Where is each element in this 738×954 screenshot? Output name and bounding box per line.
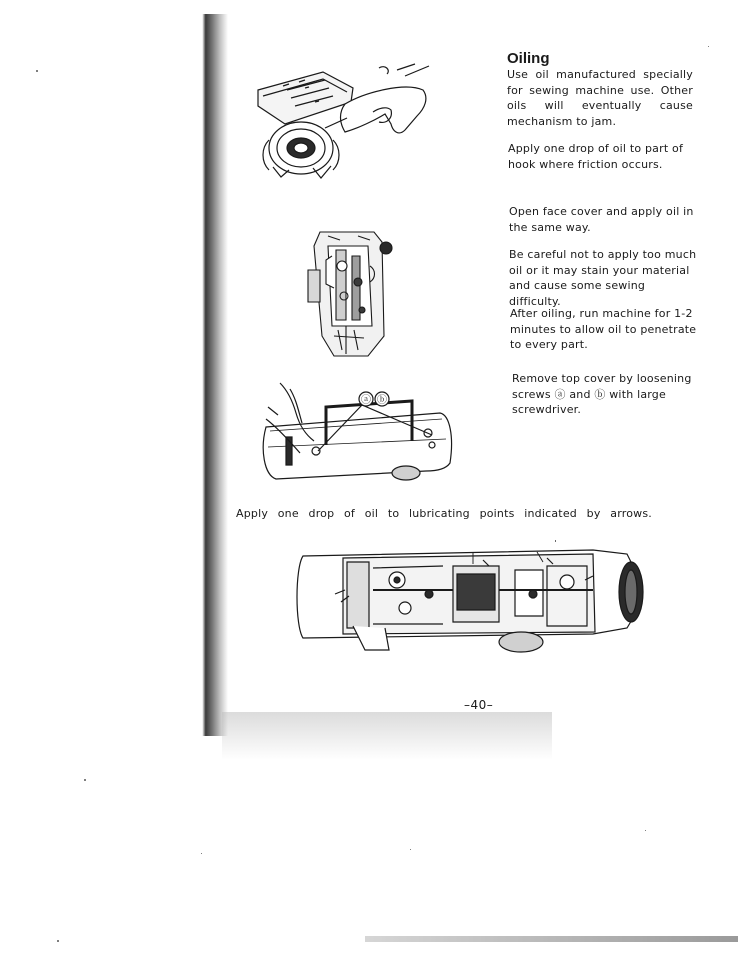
hook-oiling-illustration <box>255 62 440 184</box>
scan-speck <box>201 853 202 854</box>
scan-speck <box>410 849 411 850</box>
top-cover-illustration <box>256 379 456 485</box>
page-number: –40– <box>464 698 494 712</box>
face-cover-illustration <box>298 226 408 360</box>
scan-speck <box>708 46 709 47</box>
scan-speck <box>57 940 59 942</box>
oil-type-paragraph: Use oil manufactured specially for sewing machine use. Other oils will eventually cause mechanism to jam. <box>507 68 693 128</box>
run-machine-paragraph: After oiling, run machine for 1-2 minutes to allow oil to penetrate to every part. <box>510 307 697 351</box>
screw-a-label: ⓐ <box>361 395 371 406</box>
scan-speck <box>84 779 86 781</box>
scan-shadow <box>222 712 552 760</box>
lubricating-paragraph: Apply one drop of oil to lubricating points indicated by arrows. <box>236 507 652 520</box>
scan-speck <box>36 70 38 72</box>
scan-edge <box>365 936 738 942</box>
scan-speck <box>555 540 556 542</box>
hook-paragraph: Apply one drop of oil to part of hook where friction occurs. <box>508 142 684 171</box>
section-title: Oiling <box>507 50 550 68</box>
face-cover-paragraph: Open face cover and apply oil in the same way. <box>509 205 694 234</box>
top-cover-paragraph: Remove top cover by loosening screws ⓐ and ⓑ with large screwdriver. <box>512 372 692 416</box>
screw-b-label: ⓑ <box>377 395 387 406</box>
scan-speck <box>645 830 646 831</box>
binding-shadow <box>200 14 228 736</box>
caution-paragraph: Be careful not to apply too much oil or it may stain your material and cause some sewing difficulty. <box>509 248 697 308</box>
lubricating-points-illustration <box>293 546 645 658</box>
